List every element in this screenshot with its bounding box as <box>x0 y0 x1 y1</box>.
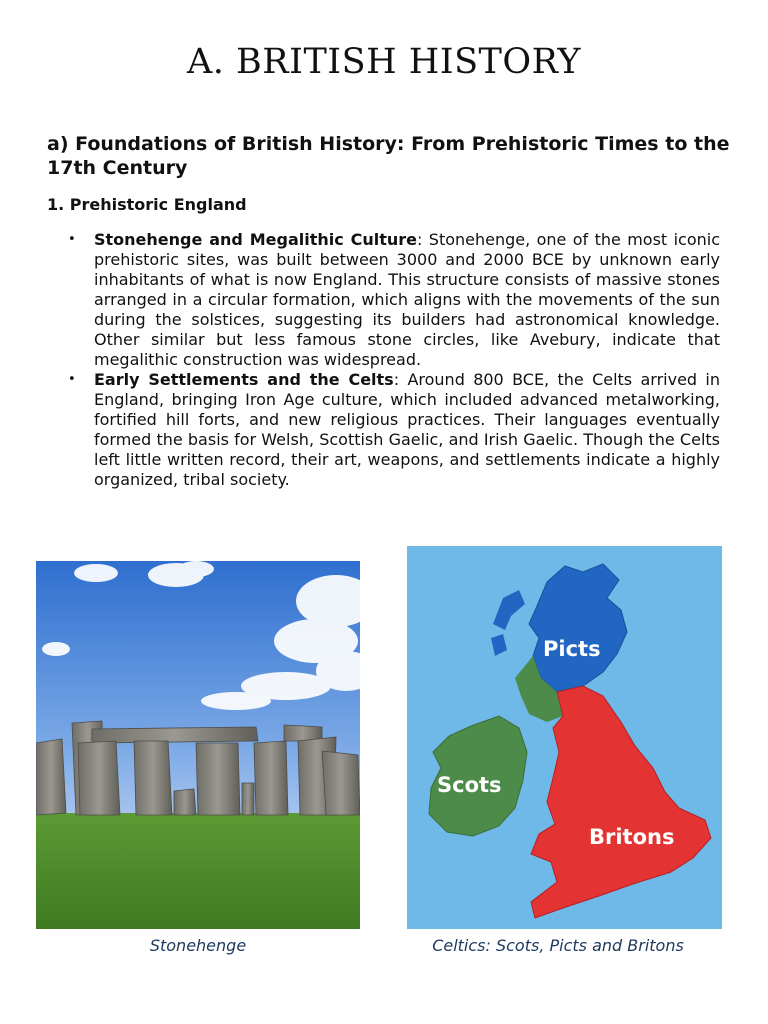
section-heading: a) Foundations of British History: From Prehistoric Times to the 17th Century <box>47 133 730 179</box>
celtic-map <box>407 546 722 929</box>
britons-label: Britons <box>589 825 675 849</box>
stonehenge-caption: Stonehenge <box>149 936 247 955</box>
picts-label: Picts <box>543 637 601 661</box>
celtic-map-caption: Celtics: Scots, Picts and Britons <box>432 936 684 955</box>
stonehenge-photo <box>36 561 360 929</box>
scots-label: Scots <box>437 773 502 797</box>
bullet-item-celts <box>60 370 720 490</box>
stones <box>36 721 360 815</box>
bullet-list <box>60 230 720 490</box>
subsection-heading: 1. Prehistoric England <box>47 195 247 214</box>
bullet-dot-icon: • <box>68 372 76 387</box>
bullet-term: Stonehenge and Megalithic Culture <box>94 230 418 249</box>
grass <box>36 813 360 929</box>
stonehenge-illustration <box>36 561 360 929</box>
document-title: A. BRITISH HISTORY <box>187 42 581 82</box>
bullet-text: : Around 800 BCE, the Celts arrived in England, bringing Iron Age culture, which included advanced metalworking, fortified hill forts, and new religious practices. Their languages eventually formed the basis for Welsh, Scottish Gaelic, and Irish Gaelic. Though the Celts left little written record, their art, weapons, and settlements indicate a highly organized, tribal society. <box>94 370 721 489</box>
bullet-text: : Stonehenge, one of the most iconic prehistoric sites, was built between 3000 and 2000 BCE by unknown early inhabitants of what is now England. This structure consists of massive stones arranged in a circular formation, which aligns with the movements of the sun during the solstices, suggesting its builders had astronomical knowledge. Other similar but less famous stone circles, like Avebury, indicate that megalithic construction was widespread. <box>94 230 721 369</box>
celtic-map-illustration <box>407 546 722 929</box>
bullet-term: Early Settlements and the Celts <box>94 370 394 389</box>
bullet-dot-icon: • <box>68 232 76 247</box>
bullet-item-stonehenge <box>60 230 720 370</box>
